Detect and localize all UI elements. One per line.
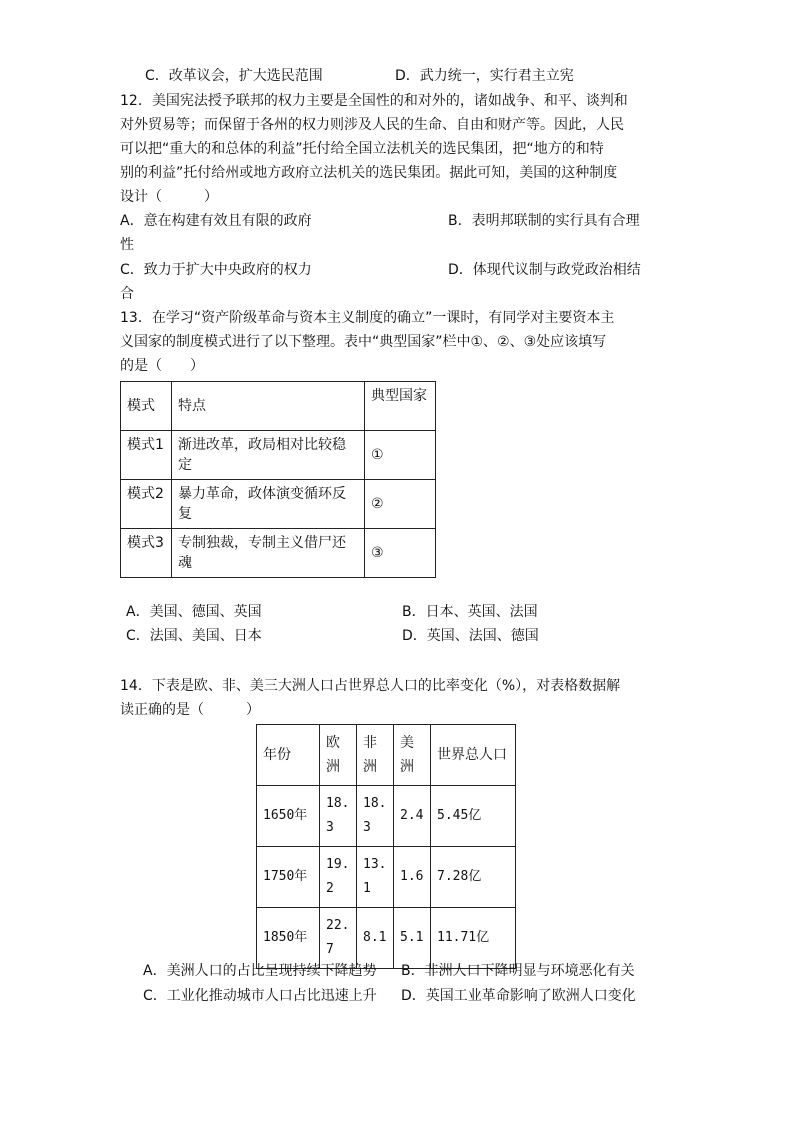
table-cell: 5.1 <box>394 908 431 969</box>
q12-option-d: D．体现代议制与政党政治相结 <box>448 262 641 278</box>
q14-option-c: C．工业化推动城市人口占比迅速上升 <box>143 988 377 1004</box>
table-header-row <box>121 382 436 431</box>
table-cell: 模式1 <box>121 431 172 480</box>
table-header-cell: 年份 <box>257 725 320 786</box>
q14-stem-line-1: 14．下表是欧、非、美三大洲人口占世界总人口的比率变化（%），对表格数据解 <box>120 678 621 694</box>
q12-option-d-wrap: 合 <box>120 286 134 302</box>
table-row <box>121 480 436 529</box>
table-cell: 渐进改革，政局相对比较稳定 <box>172 431 365 480</box>
table-cell: 专制独裁，专制主义借尸还魂 <box>172 529 365 578</box>
q13-stem-line-3: 的是（ ） <box>120 358 204 374</box>
q11-option-c: C．改革议会，扩大选民范围 <box>145 68 323 84</box>
q13-option-a: A．美国、德国、英国 <box>126 604 262 620</box>
table-row <box>257 908 516 969</box>
q13-option-c: C．法国、美国、日本 <box>126 628 262 644</box>
table-cell: 模式2 <box>121 480 172 529</box>
q12-stem-line-1: 12．美国宪法授予联邦的权力主要是全国性的和对外的，诸如战争、和平、谈判和 <box>120 93 628 109</box>
q12-option-b: B．表明邦联制的实行具有合理 <box>448 213 640 229</box>
table-row <box>121 529 436 578</box>
table-cell: 18.3 <box>357 786 394 847</box>
table-header-cell: 欧洲 <box>320 725 357 786</box>
table-cell: 1650年 <box>257 786 320 847</box>
table-cell: 1750年 <box>257 847 320 908</box>
table-cell: 2.4 <box>394 786 431 847</box>
q13-stem-line-2: 义国家的制度模式进行了以下整理。表中“典型国家”栏中①、②、③处应该填写 <box>120 334 607 350</box>
q12-stem-line-3: 可以把“重大的和总体的利益”托付给全国立法机关的选民集团，把“地方的和特 <box>120 141 604 157</box>
table-cell: 7.28亿 <box>431 847 516 908</box>
q12-option-a: A．意在构建有效且有限的政府 <box>120 213 312 229</box>
q12-stem-line-2: 对外贸易等；而保留于各州的权力则涉及人民的生命、自由和财产等。因此，人民 <box>120 117 624 133</box>
table-row <box>121 431 436 480</box>
q14-option-d: D．英国工业革命影响了欧洲人口变化 <box>401 988 636 1004</box>
q12-stem-line-5: 设计（ ） <box>120 189 218 205</box>
q13-stem-line-1: 13．在学习“资产阶级革命与资本主义制度的确立”一课时，有同学对主要资本主 <box>120 310 615 326</box>
table-cell: 19.2 <box>320 847 357 908</box>
table-header-cell: 美洲 <box>394 725 431 786</box>
table-header-row <box>257 725 516 786</box>
table-cell: ③ <box>365 529 436 578</box>
table-row <box>257 847 516 908</box>
table-cell: 13.1 <box>357 847 394 908</box>
q13-option-b: B．日本、英国、法国 <box>402 604 538 620</box>
q14-table <box>256 724 516 969</box>
table-header-cell: 世界总人口 <box>431 725 516 786</box>
q11-option-d: D．武力统一，实行君主立宪 <box>395 68 574 84</box>
table-row <box>257 786 516 847</box>
q14-option-b: B．非洲人口下降明显与环境恶化有关 <box>401 963 635 979</box>
q12-stem-line-4: 别的利益”托付给州或地方政府立法机关的选民集团。据此可知，美国的这种制度 <box>120 165 618 181</box>
table-cell: 18.3 <box>320 786 357 847</box>
table-header-cell: 非洲 <box>357 725 394 786</box>
table-cell: ② <box>365 480 436 529</box>
q14-option-a: A．美洲人口的占比呈现持续下降趋势 <box>143 963 377 979</box>
table-header-cell: 模式 <box>121 382 172 431</box>
table-header-cell: 典型国家 <box>365 382 436 431</box>
q13-table <box>120 381 436 578</box>
table-cell: 1.6 <box>394 847 431 908</box>
q12-option-c: C．致力于扩大中央政府的权力 <box>120 262 312 278</box>
table-header-cell: 特点 <box>172 382 365 431</box>
table-cell: 1850年 <box>257 908 320 969</box>
q14-stem-line-2: 读正确的是（ ） <box>120 702 260 718</box>
table-cell: 暴力革命，政体演变循环反复 <box>172 480 365 529</box>
q13-option-d: D．英国、法国、德国 <box>402 628 539 644</box>
table-cell: 22.7 <box>320 908 357 969</box>
table-cell: 模式3 <box>121 529 172 578</box>
table-cell: 8.1 <box>357 908 394 969</box>
table-cell: 11.71亿 <box>431 908 516 969</box>
table-cell: ① <box>365 431 436 480</box>
q12-option-b-wrap: 性 <box>120 237 134 253</box>
table-cell: 5.45亿 <box>431 786 516 847</box>
